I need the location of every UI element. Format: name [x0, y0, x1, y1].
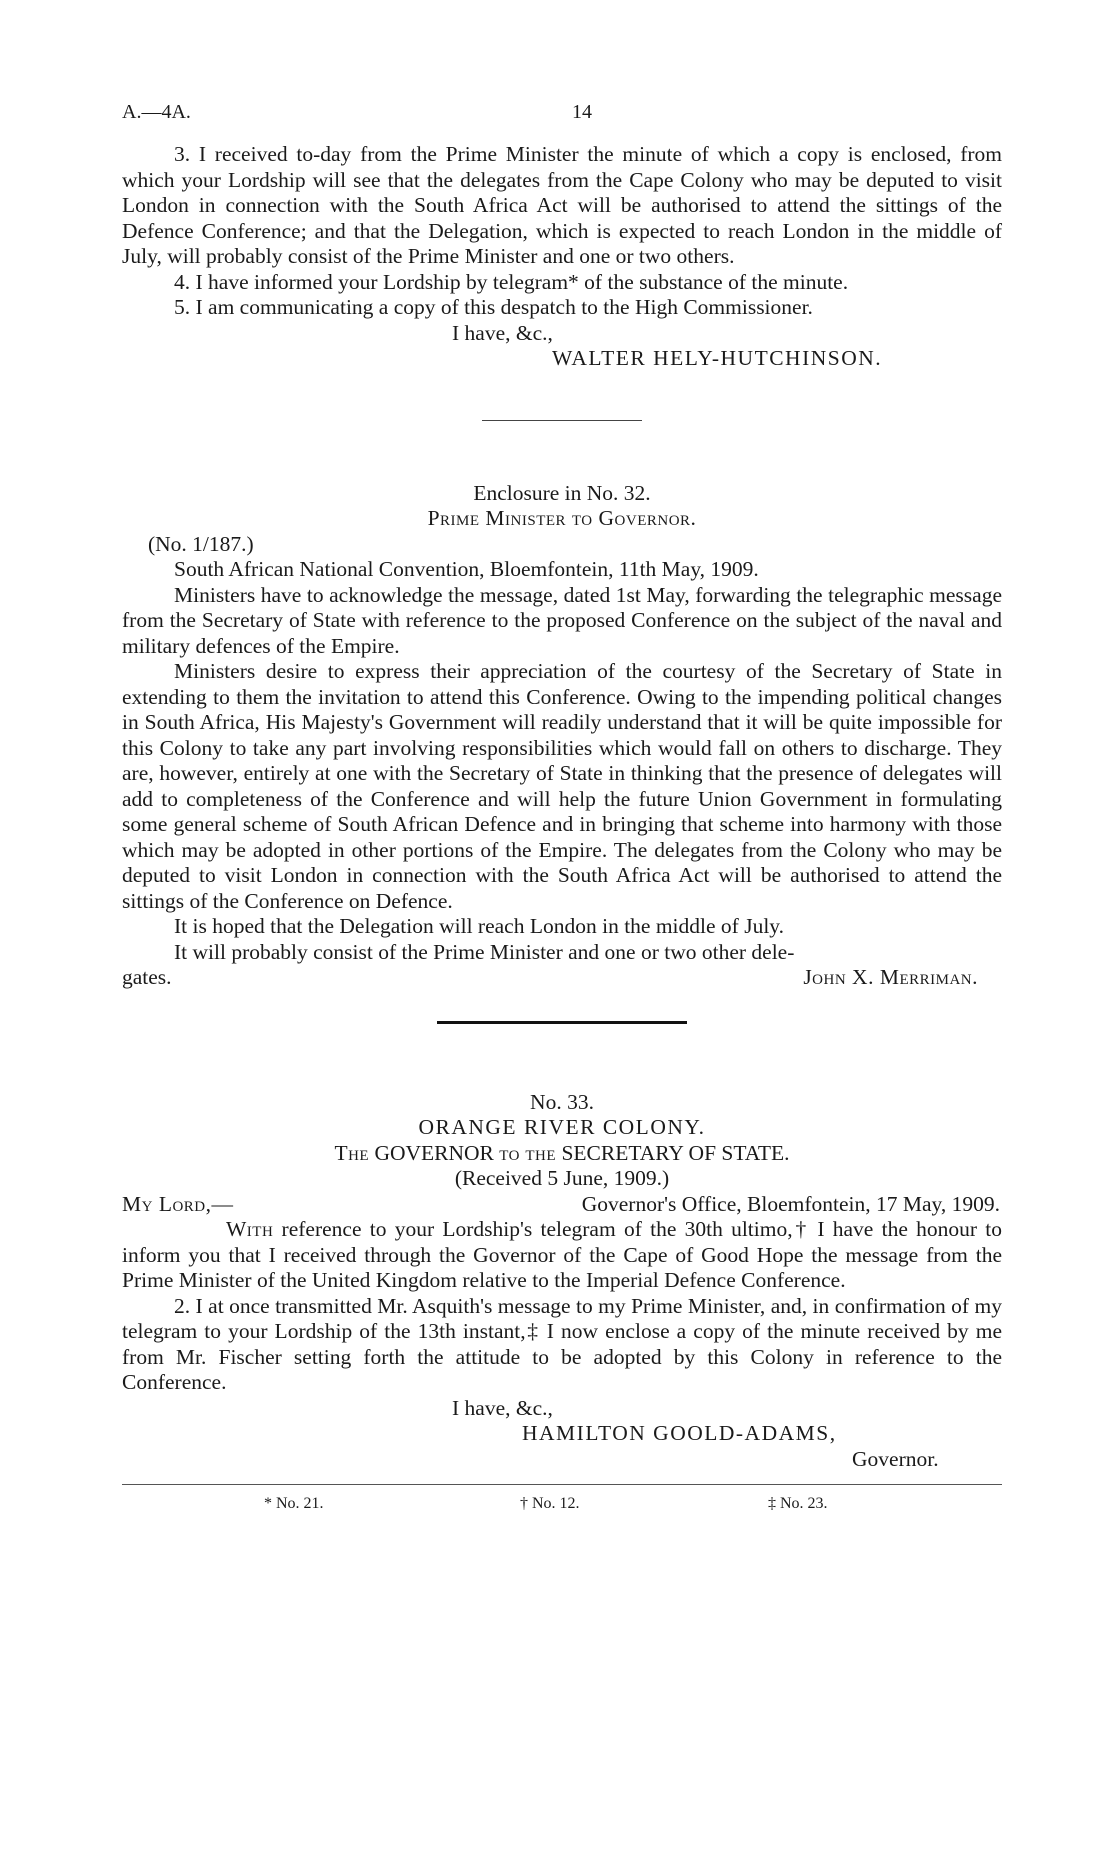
- footnote-1: * No. 21.: [264, 1495, 324, 1512]
- section-divider: [482, 420, 642, 421]
- paragraph-4: 4. I have informed your Lordship by telegram* of the substance of the minute.: [174, 269, 849, 294]
- footnote-2: † No. 12.: [520, 1495, 580, 1512]
- closing-line-33: I have, &c.,: [452, 1395, 553, 1420]
- paragraph-1-text: reference to your Lordship's telegram of the 30th ultimo,† I have the honour to inform you that I received through the Governor of the Cape of Good Hope the message from the Prime Minister of the United Kingdom relative to the Imperial Defence Conference.: [122, 1217, 1002, 1292]
- footnote-rule: [122, 1484, 1002, 1485]
- despatch-33-paragraph-2: 2. I at once transmitted Mr. Asquith's message to my Prime Minister, and, in confirmation of my telegram to your Lordship of the 13th instant,‡ I now enclose a copy of the minute received by me from Mr. Fischer setting forth the attitude to be adopted by this Colony in reference to the Conference.: [122, 1293, 1002, 1394]
- page-header: [122, 100, 1002, 142]
- enclosure-place-date: South African National Convention, Bloemfontein, 11th May, 1909.: [174, 557, 759, 581]
- heading-the: The: [334, 1140, 370, 1165]
- despatch-number: No. 33.: [530, 1089, 594, 1114]
- heading-to: to: [499, 1140, 521, 1165]
- document-reference: A.—4A.: [122, 101, 191, 123]
- enclosure-paragraph-1: Ministers have to acknowledge the message, dated 1st May, forwarding the telegraphic message from the Secretary of State with reference to the proposed Conference on the subject of the naval and military defences of the Empire.: [122, 582, 1002, 658]
- enclosure-subtitle: Prime Minister to Governor.: [427, 506, 697, 530]
- signature: WALTER HELY-HUTCHINSON.: [552, 346, 883, 370]
- enclosure-paragraph-4: It will probably consist of the Prime Minister and one or two other dele-: [174, 939, 795, 964]
- heading-governor: GOVERNOR: [374, 1140, 494, 1165]
- enclosure-final-line: [122, 965, 1002, 991]
- signature-33: HAMILTON GOOLD-ADAMS,: [522, 1421, 837, 1445]
- enclosure-signature: John X. Merriman.: [803, 965, 978, 989]
- heading-secretary: SECRETARY OF STATE.: [561, 1140, 790, 1165]
- salutation: My Lord,—: [122, 1191, 234, 1216]
- document-page: [122, 100, 1002, 1517]
- enclosure-section: [122, 481, 1002, 991]
- despatch-heading: [122, 1141, 1002, 1167]
- closing-line: I have, &c.,: [452, 320, 553, 345]
- enclosure-ref: (No. 1/187.): [148, 531, 254, 556]
- enclosure-paragraph-4-end: gates.: [122, 965, 172, 989]
- footnotes: [122, 1491, 1002, 1517]
- footnote-3: ‡ No. 23.: [768, 1495, 828, 1512]
- salutation-line: [122, 1192, 1002, 1218]
- despatch-33: [122, 1090, 1002, 1473]
- received-date: (Received 5 June, 1909.): [454, 1166, 670, 1190]
- page-number: 14: [572, 101, 592, 123]
- office-date: Governor's Office, Bloemfontein, 17 May, 1909.: [581, 1191, 1000, 1216]
- despatch-continuation: [122, 142, 1002, 372]
- colony-heading: ORANGE RIVER COLONY.: [418, 1115, 706, 1139]
- signatory-title: Governor.: [852, 1446, 939, 1471]
- enclosure-paragraph-2: Ministers desire to express their appreciation of the courtesy of the Secretary of State in extending to them the invitation to attend this Conference. Owing to the impending political changes in South Africa, His Majesty's Government will readily understand that it will be quite impossible for this Colony to take any part involving responsibilities which would fall on others to discharge. They are, however, entirely at one with the Secretary of State in thinking that the presence of delegates will add to completeness of the Conference and will help the future Union Government in formulating some general scheme of South African Defence and in bringing that scheme into harmony with those which may be adopted in other portions of the Empire. The delegates from the Colony who may be deputed to visit London in connection with the South Africa Act will be authorised to attend the sittings of the Conference on Defence.: [122, 659, 1002, 913]
- enclosure-paragraph-3: It is hoped that the Delegation will reach London in the middle of July.: [174, 914, 785, 938]
- despatch-33-paragraph-1: [122, 1217, 1002, 1294]
- paragraph-5: 5. I am communicating a copy of this despatch to the High Commissioner.: [174, 295, 813, 319]
- heading-the-2: the: [525, 1140, 557, 1165]
- enclosure-title: Enclosure in No. 32.: [473, 480, 651, 505]
- paragraph-3: 3. I received to-day from the Prime Minister the minute of which a copy is enclosed, from which your Lordship will see that the delegates from the Cape Colony who may be deputed to visit London in connection with the South Africa Act will be authorised to attend the sittings of the Defence Conference; and that the Delegation, which is expected to reach London in the middle of July, will probably consist of the Prime Minister and one or two others.: [122, 142, 1002, 268]
- paragraph-lead-word: With: [226, 1217, 274, 1241]
- section-divider-thick: [437, 1021, 687, 1024]
